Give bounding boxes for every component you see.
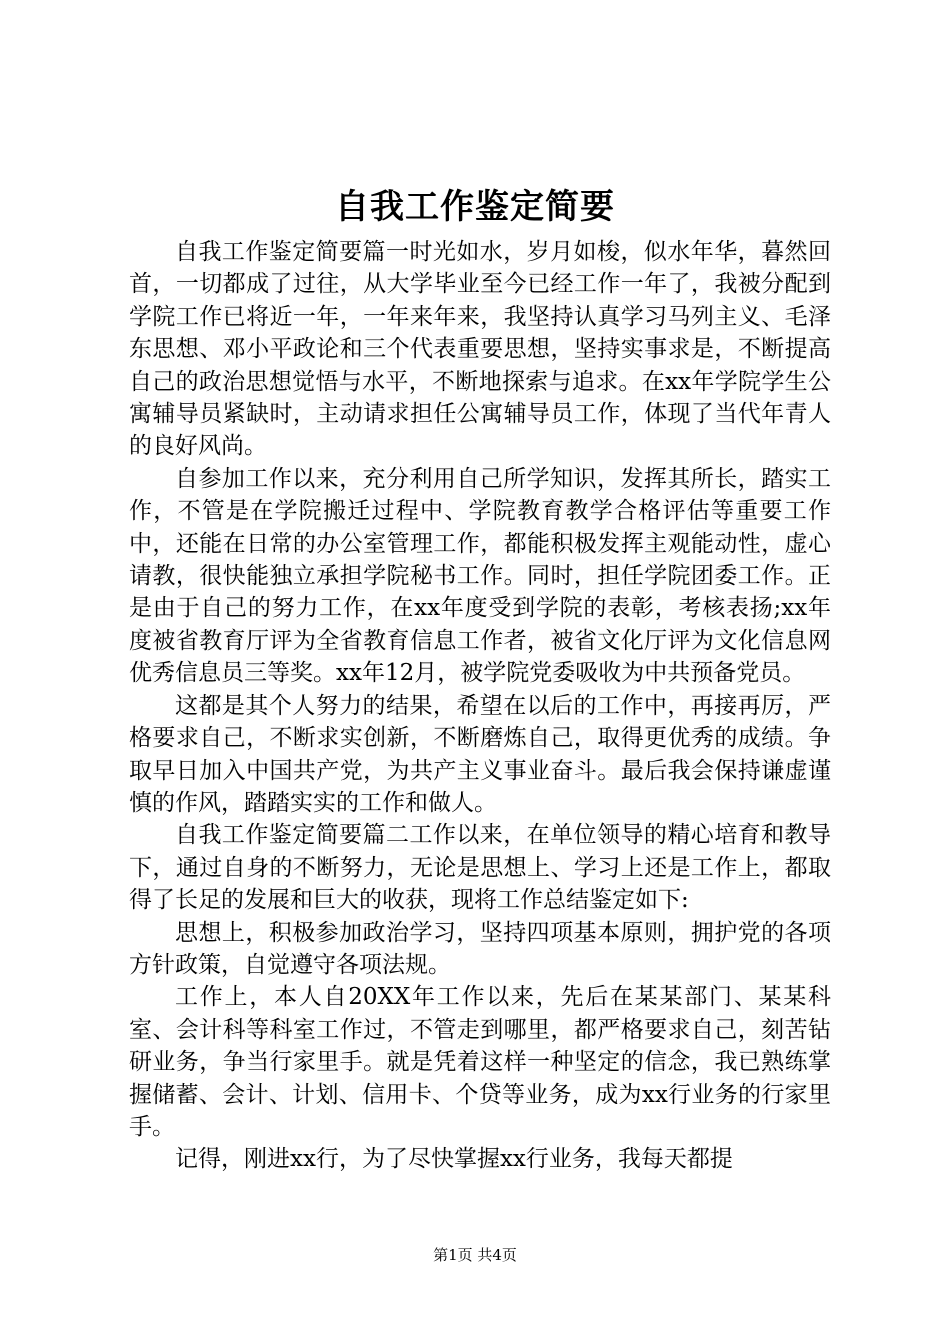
paragraph: 自参加工作以来，充分利用自己所学知识，发挥其所长，踏实工作，不管是在学院搬迁过程中、学院教育教学合格评估等重要工作中，还能在日常的办公室管理工作，都能积极发挥主观能动性，虚心请教，很快能独立承担学院秘书工作。同时，担任学院团委工作。正是由于自己的努力工作，在xx年度受到学院的表彰，考核表扬;xx年度被省教育厅评为全省教育信息工作者，被省文化厅评为文化信息网优秀信息员三等奖。xx年12月，被学院党委吸收为中共预备党员。 [129, 465, 831, 687]
paragraph: 自我工作鉴定简要篇二工作以来，在单位领导的精心培育和教导下，通过自身的不断努力，无论是思想上、学习上还是工作上，都取得了长足的发展和巨大的收获，现将工作总结鉴定如下: [129, 822, 831, 914]
paragraph: 思想上，积极参加政治学习，坚持四项基本原则，拥护党的各项方针政策，自觉遵守各项法规。 [129, 919, 831, 978]
paragraph: 工作上，本人自20XX年工作以来，先后在某某部门、某某科室、会计科等科室工作过，不管走到哪里，都严格要求自己，刻苦钻研业务，争当行家里手。就是凭着这样一种坚定的信念，我已熟练掌握储蓄、会计、计划、信用卡、个贷等业务，成为xx行业务的行家里手。 [129, 984, 831, 1140]
document-body [129, 236, 831, 1176]
paragraph: 自我工作鉴定简要篇一时光如水，岁月如梭，似水年华，暮然回首，一切都成了过往，从大学毕业至今已经工作一年了，我被分配到学院工作已将近一年，一年来年来，我坚持认真学习马列主义、毛泽东思想、邓小平政论和三个代表重要思想，坚持实事求是，不断提高自己的政治思想觉悟与水平，不断地探索与追求。在xx年学院学生公寓辅导员紧缺时，主动请求担任公寓辅导员工作，体现了当代年青人的良好风尚。 [129, 239, 831, 460]
paragraph: 这都是其个人努力的结果，希望在以后的工作中，再接再厉，严格要求自己，不断求实创新，不断磨炼自己，取得更优秀的成绩。争取早日加入中国共产党，为共产主义事业奋斗。最后我会保持谦虚谨慎的作风，踏踏实实的工作和做人。 [129, 692, 831, 816]
paragraph: 记得，刚进xx行，为了尽快掌握xx行业务，我每天都提 [175, 1146, 733, 1173]
document-title: 自我工作鉴定简要 [335, 187, 615, 227]
page-footer: 第1页 共4页 [433, 1246, 517, 1264]
